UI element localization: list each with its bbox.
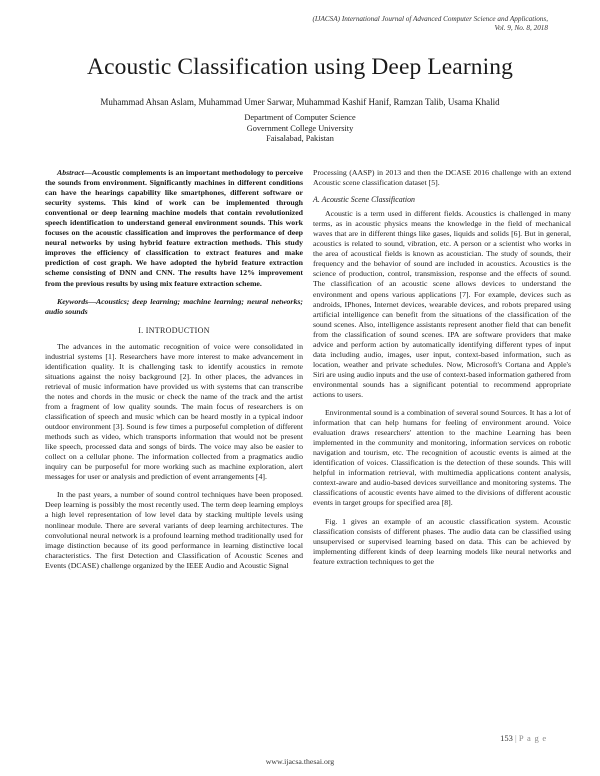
continued-paragraph: Processing (AASP) in 2013 and then the DCASE 2016 challenge with an extend Acoustic scene classification dataset [5]. bbox=[313, 168, 571, 188]
affiliation-department: Department of Computer Science bbox=[244, 113, 356, 122]
body-paragraph: Fig. 1 gives an example of an acoustic classification system. Acoustic classification consists of different phases. The audio data can be classified using unsupervised or supervised learning based on data. This can be achieved by implementing different kinds of deep learning models like neural networks and feature extraction techniques to get the bbox=[313, 516, 571, 566]
keywords: Keywords—Acoustics; deep learning; machine learning; neural networks; audio sounds bbox=[45, 296, 303, 316]
intro-paragraph: The advances in the automatic recognition of voice were consolidated in industrial systems [1]. Researchers have more interest to make advancement in identification quality. It is challenging task to identify acoustics in remote situations against the noisy background [2]. In other places, the advances in retrieval of music information have provided us with systems that can transcribe the notes and chords in the music or check the name of the track and the artist from a fragment of low quality sounds. The main focus of researchers is on classification of speech and music which can be heard mostly in a typical indoor outdoor environment [3]. Sound is few times a purposeful completion of different methods such as video, which transports information that would not be present like speech, processed data and songs of birds. The voice may also be easier to collect on a cellular phone. The information collected from a pragmatics audio inquiry can be purposeful for more working such as machine exploration, alert messages for user or analysis and prediction of event arrangements [4]. bbox=[45, 341, 303, 482]
page-number-value: 153 bbox=[500, 733, 513, 743]
author-list: Muhammad Ahsan Aslam, Muhammad Umer Sarwar, Muhammad Kashif Hanif, Ramzan Talib, Usama Khalid bbox=[100, 97, 500, 107]
page-number bbox=[500, 733, 547, 743]
subsection-heading: A. Acoustic Scene Classification bbox=[313, 195, 415, 205]
journal-name: (IJACSA) International Journal of Advanced Computer Science and Applications, bbox=[312, 15, 548, 23]
abstract bbox=[45, 168, 303, 289]
paper-title: Acoustic Classification using Deep Learning bbox=[87, 54, 513, 80]
affiliation-university: Government College University bbox=[246, 123, 354, 133]
journal-header bbox=[188, 15, 548, 33]
intro-paragraph: In the past years, a number of sound control techniques have been proposed. Deep learning is possibly the most recently used. The term deep learning employs a high level representation of low level data by stacking multiple levels using nonlinear module. There are several variants of deep learning architectures. The convolutional neural network is a profound learning method traditionally used for image distinction because of its good performance in learning distinctive local characteristics. The first Detection and Classification of Acoustic Scenes and Events (DCASE) challenge organized by the IEEE Audio and Acoustic Signal bbox=[45, 490, 303, 570]
page-separator: | bbox=[514, 733, 517, 743]
right-column bbox=[313, 168, 571, 567]
journal-url: www.ijacsa.thesai.org bbox=[265, 757, 335, 766]
left-column bbox=[45, 168, 303, 571]
affiliation-location: Faisalabad, Pakistan bbox=[266, 134, 334, 144]
page-label: P a g e bbox=[518, 733, 547, 743]
body-paragraph: Environmental sound is a combination of several sound Sources. It has a lot of information that can help humans for feeling of environment around. Voice evaluation draws researchers' attention to the machine Learning has been implemented in the community and monitoring, information services on robotic navigation and tourism, etc. The recognition of acoustic events is aimed at the identification of voices. Classification is the detection of these sounds. This will helpful in information retrieval, with multimedia applications content analysis, context-aware and audio-based devices surveillance and monitoring systems. The classifications of acoustic events have aimed to the divisions of different acoustic events in target groups for specified area [8]. bbox=[313, 408, 571, 508]
affiliation bbox=[0, 113, 600, 145]
abstract-body: Acoustic complements is an important methodology to perceive the sounds from environment. Significantly machines in different conditions can have the hearings capability like smartphones, different software or security systems. This kind of work can be implemented through conventional or deep learning machine models that contain revolutionized speech identification to understand general environment sounds. This work focuses on the acoustic classification and improves the performance of deep neural networks by using hybrid feature extraction methods. This study improves the efficiency of classification to extract features and make prediction of cost graph. We have adopted the hybrid feature extraction scheme consisting of DNN and CNN. The results have 12% improvement from the previous results by using mix feature extraction scheme. bbox=[45, 168, 303, 288]
section-heading-introduction: I. INTRODUCTION bbox=[138, 325, 210, 335]
journal-volume: Vol. 9, No. 8, 2018 bbox=[494, 24, 548, 32]
abstract-lead: Abstract— bbox=[57, 168, 92, 177]
body-paragraph: Acoustic is a term used in different fields. Acoustics is challenged in many terms, as in acoustic physics means the knowledge in the field of mechanical waves that are in different things like gases, liquids and solids [6]. But in general, acoustics is related to sound, vibration, etc. A person or a scientist who works in the area of acoustical fields is known as acoustician. The study of sounds, their frequency and the behavior of sound are included in acoustics. Acoustics is the science of production, control, transmission, response and the effects of sound. The classification of an acoustic scene allows devices to understand the environment and opens various applications [7]. For example, devices such as androids, IPhones, Internet devices, wearable devices, and robots prepared using artificial intelligence can benefit from the situations of the classification of the sound scenes. Also, intelligence assistants represent another field that can benefit from the classification of sound scenes. IPA are software providers that make advice and perform action by automatically identifying different types of input data including audio, images, user input, context-based information, such as location, weather and private schedules. Now, Microsoft's Cortana and Apple's Siri are using audio inputs and the use of context-based information gathered from environmental sounds has a significant potential to recommend appropriate actions to users. bbox=[313, 209, 571, 399]
